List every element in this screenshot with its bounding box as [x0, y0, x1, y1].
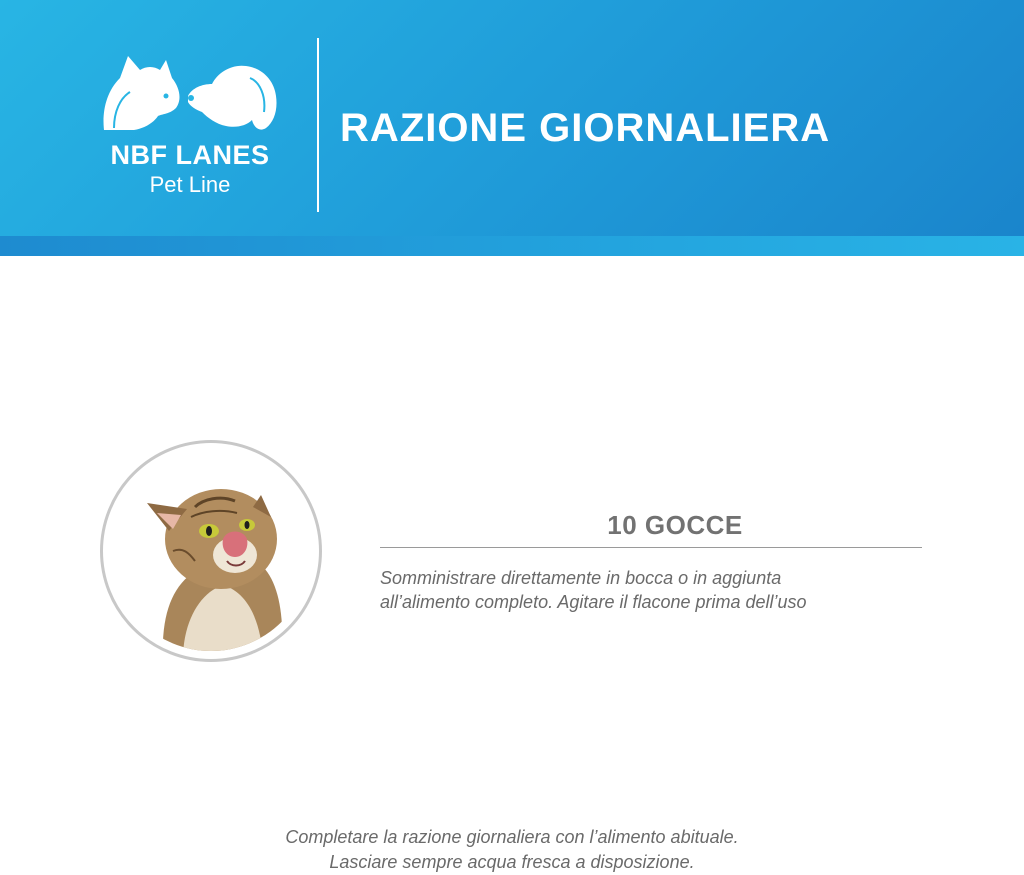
header-banner [0, 0, 1024, 256]
cat-image-frame [100, 440, 322, 662]
footer-note [0, 825, 1024, 875]
instructions-line-1: Somministrare direttamente in bocca o in aggiunta [380, 568, 782, 588]
footer-line-2: Lasciare sempre acqua fresca a disposizione. [329, 852, 695, 872]
dosage-instructions [380, 566, 940, 614]
header-divider [317, 38, 319, 212]
footer-line-1: Completare la razione giornaliera con l’alimento abituale. [285, 827, 739, 847]
header-stripe [0, 236, 1024, 256]
dosage-amount: 10 GOCCE [607, 510, 743, 540]
brand-name: NBF LANES [110, 140, 270, 170]
brand-subtitle: Pet Line [149, 172, 231, 197]
instructions-line-2: all’alimento completo. Agitare il flacone prima dell’uso [380, 592, 807, 612]
dosage-divider [380, 547, 922, 548]
cat-licking-icon [103, 443, 319, 659]
cat-dog-logo-icon [100, 52, 280, 134]
page-title: RAZIONE GIORNALIERA [340, 106, 831, 150]
